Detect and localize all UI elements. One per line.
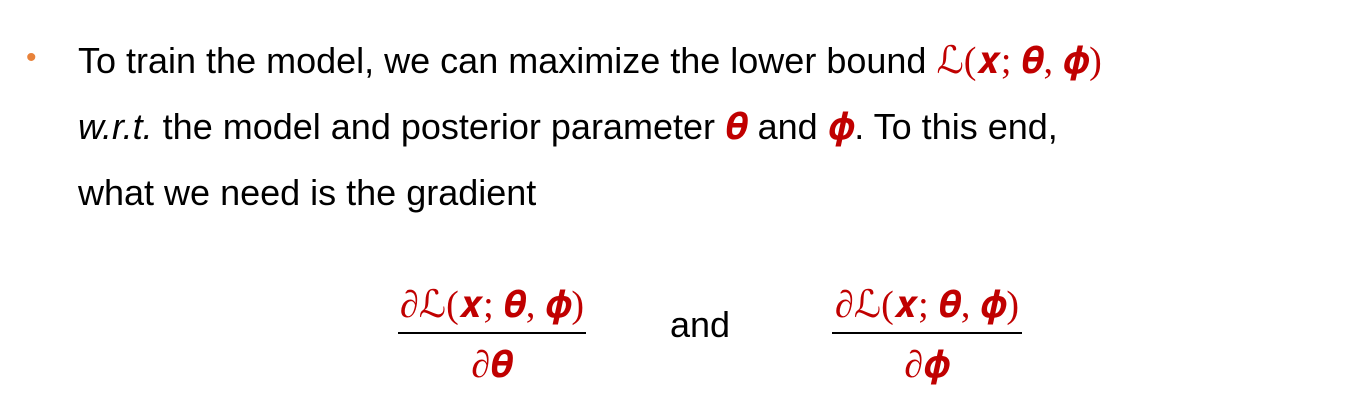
fraction-2-numerator: ∂ℒ(𝒙; 𝜽, 𝝓) [834,284,1020,326]
fraction-2-denominator: ∂𝝓 [904,344,950,386]
fraction-1-bar [398,332,586,334]
equation-connector: and [670,304,731,345]
line2-and-text: and [747,106,828,147]
fraction-1-numerator: ∂ℒ(𝒙; 𝜽, 𝝓) [399,284,585,326]
text-line-1 [78,28,1328,94]
fraction-d-phi [832,282,1022,388]
line2-mid-text: the model and posterior parameter [152,106,725,147]
wrt-abbreviation: w.r.t. [78,106,153,147]
gradient-equation [0,282,1352,392]
fraction-2-bar [832,332,1022,334]
bullet-point-icon: • [26,41,37,74]
bullet-paragraph [78,28,1328,226]
line1-text: To train the model, we can maximize the lower bound [78,40,937,81]
text-line-3 [78,160,1328,226]
text-line-2 [78,94,1328,160]
theta-symbol: 𝜽 [724,106,748,148]
lower-bound-expression: ℒ(𝒙; 𝜽, 𝝓) [936,40,1102,82]
fraction-1-denominator: ∂𝜽 [471,344,513,386]
phi-symbol: 𝝓 [827,106,855,148]
fraction-d-theta [398,282,586,388]
line2-end-text: . To this end, [854,106,1058,147]
line3-text: what we need is the gradient [78,172,537,213]
